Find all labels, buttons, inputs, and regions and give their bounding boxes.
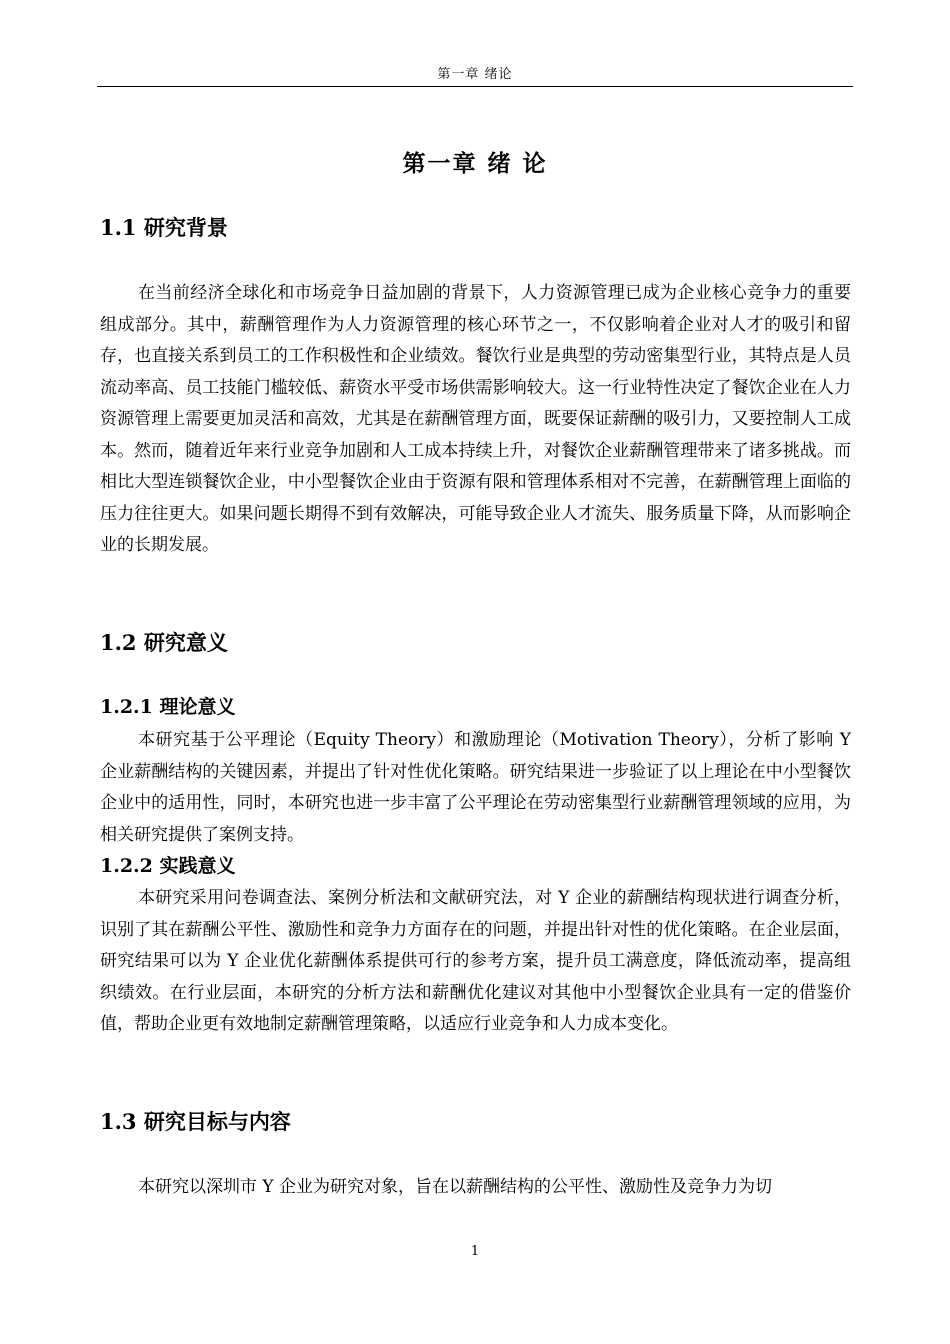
section-heading-1-2: 1.2 研究意义 xyxy=(100,630,228,655)
section-heading-1-3: 1.3 研究目标与内容 xyxy=(100,1109,291,1134)
page-number: 1 xyxy=(470,1244,480,1259)
section-heading-1-1: 1.1 研究背景 xyxy=(100,215,228,240)
paragraph-research-background: 在当前经济全球化和市场竞争日益加剧的背景下，人力资源管理已成为企业核心竞争力的重要组成部分。其中，薪酬管理作为人力资源管理的核心环节之一，不仅影响着企业对人才的吸引和留存，也直接关系到员工的工作积极性和企业绩效。餐饮行业是典型的劳动密集型行业，其特点是人员流动率高、员工技能门槛较低、薪资水平受市场供需影响较大。这一行业特性决定了餐饮企业在人力资源管理上需要更加灵活和高效，尤其是在薪酬管理方面，既要保证薪酬的吸引力，又要控制人工成本。然而，随着近年来行业竞争加剧和人工成本持续上升，对餐饮企业薪酬管理带来了诸多挑战。而相比大型连锁餐饮企业，中小型餐饮企业由于资源有限和管理体系相对不完善，在薪酬管理上面临的压力往往更大。如果问题长期得不到有效解决，可能导致企业人才流失、服务质量下降，从而影响企业的长期发展。 xyxy=(100,283,851,555)
running-header: 第一章 绪论 xyxy=(437,67,513,82)
paragraph-practical-significance: 本研究采用问卷调查法、案例分析法和文献研究法，对 Y 企业的薪酬结构现状进行调查分析，识别了其在薪酬公平性、激励性和竞争力方面存在的问题，并提出针对性的优化策略。在企业层面，研究结果可以为 Y 企业优化薪酬体系提供可行的参考方案，提升员工满意度，降低流动率，提高组织绩效。在行业层面，本研究的分析方法和薪酬优化建议对其他中小型餐饮企业具有一定的借鉴价值，帮助企业更有效地制定薪酬管理策略，以适应行业竞争和人力成本变化。 xyxy=(100,888,851,1034)
subsection-heading-1-2-2: 1.2.2 实践意义 xyxy=(100,855,236,877)
chapter-title: 第一章 绪 论 xyxy=(402,150,548,177)
paragraph-research-objectives: 本研究以深圳市 Y 企业为研究对象，旨在以薪酬结构的公平性、激励性及竞争力为切 xyxy=(138,1177,773,1197)
subsection-heading-1-2-1: 1.2.1 理论意义 xyxy=(100,696,236,718)
header-rule xyxy=(97,86,853,87)
paragraph-theoretical-significance: 本研究基于公平理论（Equity Theory）和激励理论（Motivation Theory），分析了影响 Y 企业薪酬结构的关键因素，并提出了针对性优化策略。研究结果进一步验证了以上理论在中小型餐饮企业中的适用性，同时，本研究也进一步丰富了公平理论在劳动密集型行业薪酬管理领域的应用，为相关研究提供了案例支持。 xyxy=(100,730,851,845)
